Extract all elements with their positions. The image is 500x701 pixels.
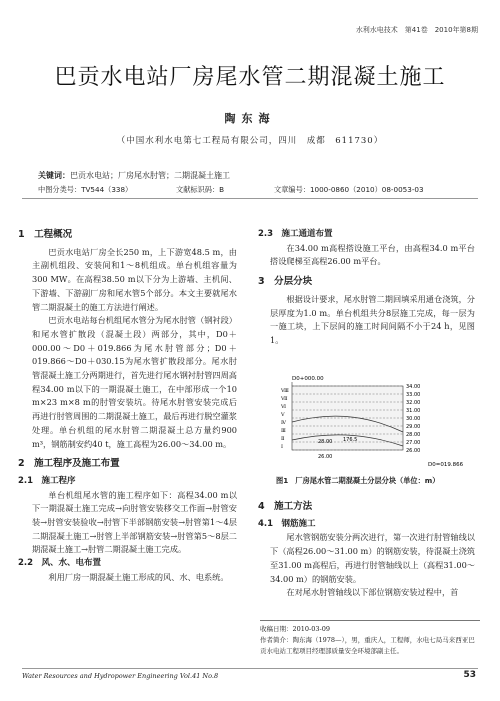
page-number: 53 [463, 670, 476, 680]
fig-mark-3: 26.00 [318, 454, 333, 460]
right-column-top [258, 228, 475, 348]
figure-1-drawing [278, 372, 476, 470]
author-bio: 作者简介：陶东海（1978—），男，重庆人，工程师，水电七局马来西亚巴贡水电站工程项目经理部质量安全环境部副主任。 [260, 636, 475, 655]
keywords-text: 巴贡水电站；厂房尾水肘管；二期混凝土施工 [70, 171, 230, 180]
document-code: 文献标识码：B [176, 185, 225, 194]
article-title: 巴贡水电站厂房尾水管二期混凝土施工 [54, 65, 446, 90]
section-2-2-heading: 2.2 风、水、电布置 [18, 558, 102, 569]
fig-mark-1: 28.00 [318, 439, 333, 445]
fig-elevation-label: 32.00 [406, 400, 421, 406]
fig-elevation-label: 27.00 [406, 440, 421, 446]
section-2-heading: 2 施工程序及施工布置 [18, 458, 120, 470]
section-2-1-paragraph: 单台机组尾水管的施工程序如下：高程34.00 m以下一期混凝土施工完成→向肘管安装移交工作面→肘管安装→肘管安装验收→肘管下半部钢筋安装→肘管第1～4层二期混凝土施工→肘管上半部钢筋安装→肘管第5～8层二期混凝土施工→肘管二期混凝土施工完成。 [32, 489, 237, 555]
fig-elevation-label: 34.00 [406, 384, 421, 390]
footer-divider [22, 668, 478, 669]
fig-layer-label: Ⅷ [281, 388, 289, 394]
fig-mark-2: 176.5 [343, 437, 358, 443]
keywords-line [38, 170, 230, 181]
section-4-heading: 4 施工方法 [258, 501, 313, 512]
fig-start-station: D0+000.00 [292, 376, 324, 382]
section-2-3-heading: 2.3 施工通道布置 [258, 229, 333, 239]
left-column [18, 228, 237, 585]
fig-elevation-label: 31.00 [406, 408, 421, 414]
section-2-3-paragraph: 在34.00 m高程搭设施工平台，由高程34.0 m平台搭设爬梯至高程26.00 m平台。 [270, 242, 475, 267]
fig-elevation-label: 28.00 [406, 432, 421, 438]
article-number: 文章编号：1000-0860（2010）08-0053-03 [274, 185, 424, 194]
author-affiliation: （中国水利水电第七工程局有限公司，四川 成都 611730） [116, 136, 384, 146]
fig-layer-label: Ⅵ [281, 404, 287, 410]
section-3-heading: 3 分层分块 [258, 276, 313, 288]
fig-elevation-label: 29.00 [406, 424, 421, 430]
section-4-1-paragraph-2: 在对尾水肘管轴线以下部位钢筋安装过程中，首 [286, 587, 459, 598]
section-4-1-paragraph-1: 尾水管钢筋安装分两次进行，第一次进行肘管轴线以下（高程26.00～31.00 m）的钢筋安装，待混凝土浇筑至31.00 m高程后，再进行肘管轴线以上（高程31.00～34.00 m）的钢筋安装。 [270, 532, 475, 584]
fig-layer-label: Ⅳ [281, 420, 286, 426]
keywords-label: 关键词： [38, 171, 70, 180]
right-column-bottom [258, 500, 475, 600]
fig-layer-label: Ⅶ [281, 396, 288, 402]
clc-number: 中图分类号：TV544（338） [38, 185, 133, 194]
received-date: 收稿日期：2010-03-09 [260, 625, 330, 633]
section-4-1-heading: 4.1 钢筋施工 [258, 518, 316, 529]
fig-elevation-label: 30.00 [406, 416, 421, 422]
fig-elevation-label: 33.00 [406, 392, 421, 398]
fig-layer-label: Ⅱ [281, 436, 285, 442]
author-name: 陶东海 [224, 112, 276, 125]
journal-footer: Water Resources and Hydropower Engineering Vol.41 No.8 [22, 672, 219, 680]
figure-1-caption: 图1 厂房尾水管二期混凝土分层分块（单位：m） [276, 476, 440, 485]
section-1-heading: 1 工程概况 [18, 229, 73, 240]
fig-layer-label: Ⅲ [281, 428, 286, 434]
fig-elevation-label: 26.00 [406, 448, 421, 454]
section-2-1-heading: 2.1 施工程序 [18, 475, 76, 486]
section-1-paragraph-2: 巴贡水电站每台机组尾水管分为尾水肘管（钢衬段）和尾水管扩散段（混凝土段）两部分，其中，D0＋000.00～D0＋019.866为尾水肘管部分；D0＋019.866～D0＋030.15为尾水管扩散段部分。尾水肘管混凝土施工分两期进行，首先进行尾水钢衬肘管四周高程34.00 m以下的一期混凝土施工，在中部形成一个10 m×23 m×8 m的肘管安装坑。待尾水肘管安装完成后再进行肘管周围的二期混凝土施工，最后再进行脱空灌浆处理。单台机组的尾水肘管二期混凝土总方量约900 m³，钢筋制安约40 t，施工高程为26.00～34.00 m。 [32, 315, 237, 449]
fig-end-station: D0=019.866 [428, 462, 464, 468]
footnote [260, 624, 480, 657]
fig-layer-label: Ⅰ [281, 444, 283, 450]
fig-layer-label: Ⅴ [281, 412, 285, 418]
footnote-rule [260, 620, 480, 621]
running-header: 水利水电技术 第41卷 2010年第8期 [355, 26, 478, 34]
section-1-paragraph-1: 巴贡水电站厂房全长250 m，上下游宽48.5 m，由主副机组段、安装间和1～8机组成。单台机组容量为300 MW。在高程38.50 m以下分为上游墙、主机间、下游墙、下游副厂房和尾水管5个部分。本文主要就尾水管二期混凝土的施工方法进行阐述。 [32, 246, 237, 312]
header-divider [22, 198, 478, 199]
section-2-2-paragraph: 利用厂房一期混凝土施工形成的风、水、电系统。 [48, 571, 229, 582]
figure-1 [278, 372, 476, 470]
section-3-paragraph: 根据设计要求，尾水肘管二期回填采用通仓浇筑，分层厚度为1.0 m。单台机组共分8层施工完成，每一层为一施工块，上下层间的施工时间间隔不小于24 h，见图1。 [270, 293, 475, 345]
